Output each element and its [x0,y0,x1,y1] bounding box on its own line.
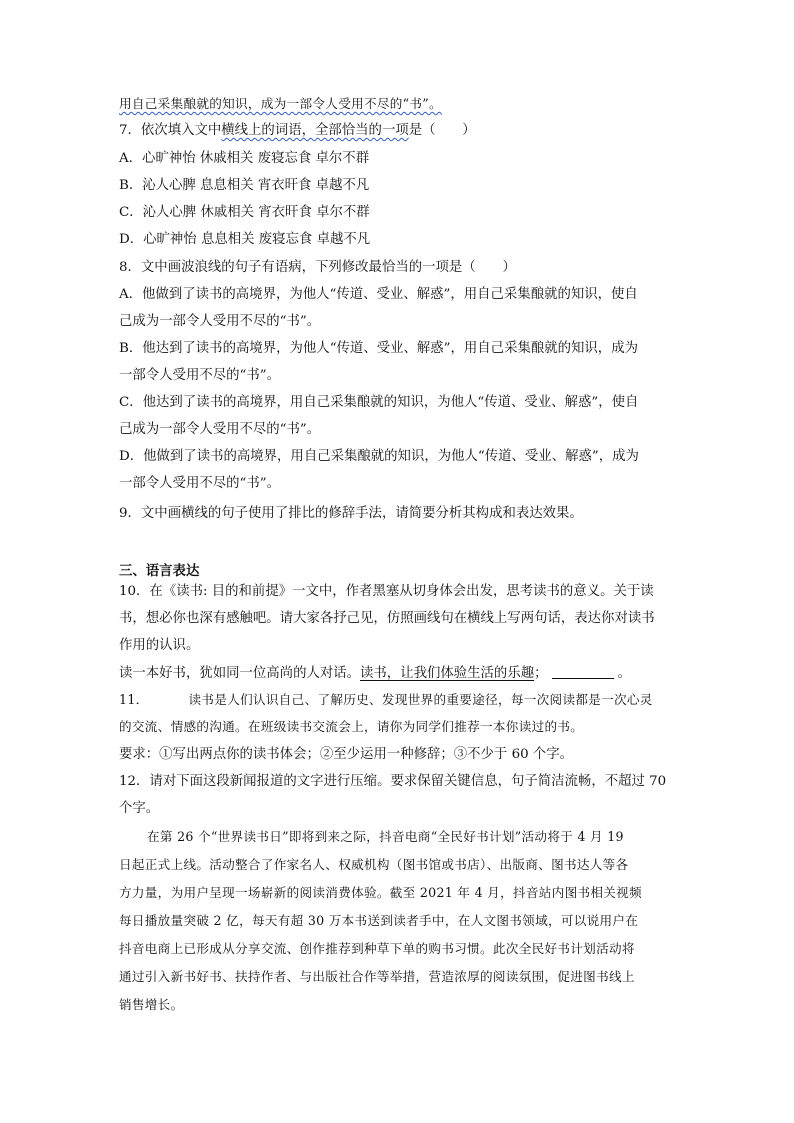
q10-example-underlined: 读书，让我们体验生活的乐趣 [360,666,535,681]
news-para-line4: 每日播放量突破 2 亿，每天有超 30 万本书送到读者手中，在人文图书领域，可以说用户在 [119,913,639,928]
q8-stem: 8．文中画波浪线的句子有语病，下列修改最恰当的一项是（ ） [119,260,516,275]
q11-line1-text: 读书是人们认识自己、了解历史、发现世界的重要途径，每一次阅读都是一次心灵 [188,692,653,707]
q7-option-d: D．心旷神怡 息息相关 废寝忘食 卓越不凡 [119,232,371,247]
q8-option-b-line2: 一部令人受用不尽的“书”。 [119,368,280,383]
q11-number: 11． [119,692,149,707]
carryover-line [119,95,442,113]
q7-stem-wavy: 横线上的词语，全部恰当的一项 [221,123,409,138]
q9-stem: 9．文中画横线的句子使用了排比的修辞手法，请简要分析其构成和表达效果。 [119,506,583,521]
q7-option-b: B．沁人心脾 息息相关 宵衣旰食 卓越不凡 [119,178,370,193]
q10-example-lead: 读一本好书，犹如同一位高尚的人对话。 [119,666,361,681]
news-para-line7: 销售增长。 [119,997,184,1012]
q8-option-b-line1: B．他达到了读书的高境界，为他人“传道、受业、解惑”，用自己采集酿就的知识，成为 [119,341,638,356]
q12-line1: 12．请对下面这段新闻报道的文字进行压缩。要求保留关键信息，句子简洁流畅，不超过 70 [119,774,667,789]
q11-line1 [119,691,653,709]
news-para-line2: 日起正式上线。活动整合了作家名人、权威机构（图书馆或书店）、出版商、图书达人等各 [119,857,629,872]
q8-option-d-line2: 一部令人受用不尽的“书”。 [119,476,280,491]
q10-example-semicolon: ； [534,666,548,681]
q8-option-a-line1: A．他做到了读书的高境界，为他人“传道、受业、解惑”，用自己采集酿就的知识，使自 [119,287,638,302]
q7-option-c: C．沁人心脾 休戚相关 宵衣旰食 卓尔不群 [119,205,370,220]
section-heading: 三、语言表达 [119,564,200,579]
q8-option-c-line1: C．他达到了读书的高境界，用自己采集酿就的知识，为他人“传道、受业、解惑”，使自 [119,395,639,410]
q11-requirements: 要求：①写出两点你的读书体会；②至少运用一种修辞；③不少于 60 个字。 [119,747,574,762]
q7-stem-post: 是（ ） [408,123,476,138]
q7-stem-pre: 7．依次填入文中 [119,123,222,138]
q10-line1: 10．在《读书: 目的和前提》一文中，作者黑塞从切身体会出发，思考读书的意义。关于读 [119,584,654,599]
q10-line3: 作用的认识。 [119,638,200,653]
q10-example [119,664,631,683]
carryover-text: 用自己采集酿就的知识，成为一部令人受用不尽的“书”。 [119,96,442,111]
news-para-line6: 通过引入新书好书、扶持作者、与出版社合作等举措，营造浓厚的阅读氛围，促进图书线上 [119,969,635,984]
q12-line2: 个字。 [119,801,160,816]
q8-option-c-line2: 己成为一部令人受用不尽的“书”。 [119,422,321,437]
q7-stem [119,122,476,140]
q10-line2: 书，想必你也深有感触吧。请大家各抒己见，仿照画线句在横线上写两句话，表达你对读书 [119,611,655,626]
q11-line2: 的交流、情感的沟通。在班级读书交流会上，请你为同学们推荐一本你读过的书。 [119,719,584,734]
news-para-line3: 方力量，为用户呈现一场崭新的阅读消费体验。截至 2021 年 4 月，抖音站内图书相关视频 [119,885,642,900]
news-para-line1: 在第 26 个“世界读书日”即将到来之际，抖音电商“全民好书计划”活动将于 4 月 19 [147,829,624,844]
q8-option-d-line1: D．他做到了读书的高境界，用自己采集酿就的知识，为他人“传道、受业、解惑”，成为 [119,449,639,464]
q8-option-a-line2: 己成为一部令人受用不尽的“书”。 [119,314,321,329]
q10-answer-blank[interactable] [552,664,614,679]
news-para-line5: 抖音电商上已形成从分享交流、创作推荐到种草下单的购书习惯。此次全民好书计划活动将 [119,941,635,956]
q10-example-period: 。 [617,666,631,681]
q7-option-a: A．心旷神怡 休戚相关 废寝忘食 卓尔不群 [119,151,370,166]
